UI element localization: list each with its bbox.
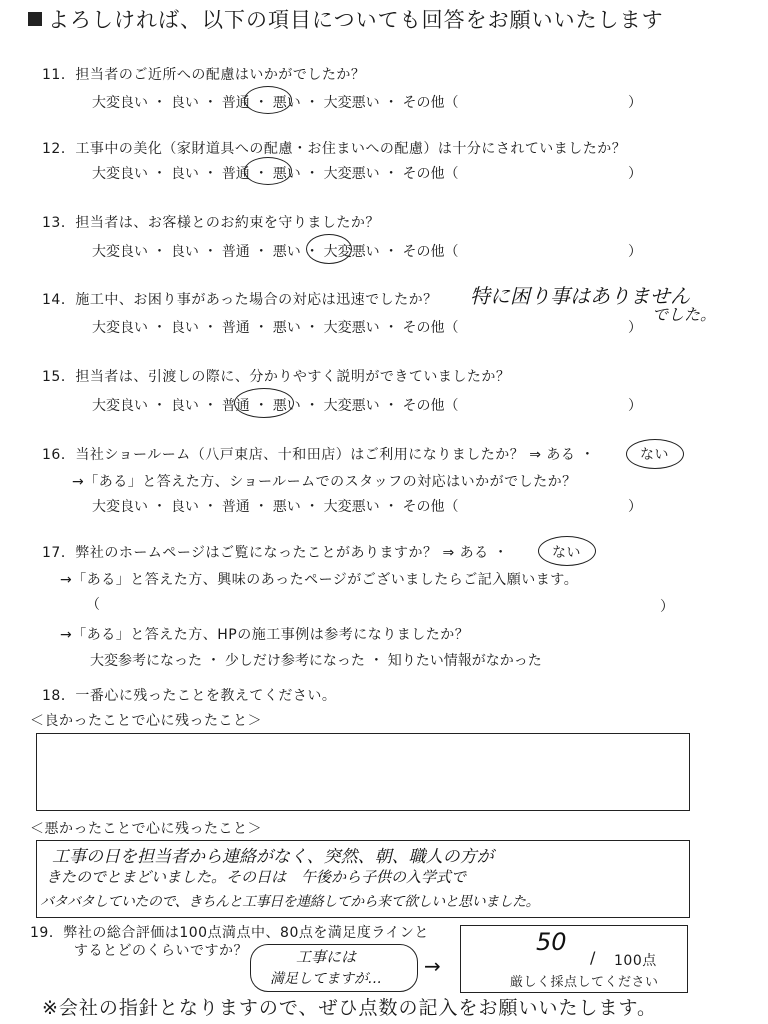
opt-very-bad[interactable]: 大変悪い — [323, 499, 380, 515]
opt-good[interactable]: 良い — [170, 244, 199, 260]
question-12: 12．工事中の美化（家財道具への配慮・お住まいへの配慮）は十分にされていましたか？ — [42, 141, 627, 157]
opt-very-good[interactable]: 大変良い — [92, 320, 148, 336]
bad-memory-label: ＜悪かったことで心に残ったこと＞ — [30, 821, 262, 837]
opt-good[interactable]: 良い — [170, 499, 199, 515]
q12-answer-circle — [244, 157, 292, 185]
opt-very-good[interactable]: 大変良い — [92, 166, 148, 182]
q12-options: 大変良い ・ 良い ・ 普通 ・ 悪い ・ 大変悪い ・ その他（ — [92, 166, 459, 182]
question-15: 15．担当者は、引渡しの際に、分かりやすく説明ができていましたか？ — [42, 369, 511, 385]
opt-very-good[interactable]: 大変良い — [92, 95, 148, 111]
opt-bad[interactable]: 悪い — [272, 95, 301, 111]
good-memory-label: ＜良かったことで心に残ったこと＞ — [30, 713, 262, 729]
header-text: よろしければ、以下の項目についても回答をお願いいたします — [48, 8, 664, 32]
opt-very-bad[interactable]: 大変悪い — [323, 398, 380, 414]
q11-close-paren: ） — [628, 95, 642, 111]
q16-answer-no[interactable]: ない — [640, 447, 669, 463]
question-11: 11．担当者のご近所への配慮はいかがでしたか？ — [42, 67, 366, 83]
q11-answer-circle — [244, 86, 292, 114]
arrow-right-icon: → — [424, 954, 441, 978]
question-13: 13．担当者は、お客様とのお約束を守りましたか？ — [42, 215, 380, 231]
q15-answer-circle — [234, 388, 294, 418]
q19-hand-note-1: 工事には — [296, 948, 357, 966]
opt-good[interactable]: 良い — [170, 398, 199, 414]
q14-options: 大変良い ・ 良い ・ 普通 ・ 悪い ・ 大変悪い ・ その他（ — [92, 320, 459, 336]
page-header — [28, 4, 664, 34]
bad-memory-line-2: きたのでとまどいました。その日は 午後から子供の入学式で — [46, 868, 467, 886]
good-memory-box[interactable] — [36, 733, 690, 811]
opt-normal[interactable]: 普通 — [221, 166, 250, 182]
opt-very-good[interactable]: 大変良い — [92, 398, 148, 414]
question-14: 14．施工中、お困り事があった場合の対応は迅速でしたか？ — [42, 292, 438, 308]
opt-normal[interactable]: 普通 — [221, 244, 250, 260]
opt-very-bad[interactable]: 大変悪い — [323, 320, 380, 336]
opt-good[interactable]: 良い — [170, 95, 199, 111]
opt-other[interactable]: その他（ — [402, 320, 459, 336]
q17-subquestion-2: →「ある」と答えた方、HPの施工事例は参考になりましたか？ — [60, 627, 470, 643]
opt-other[interactable]: その他（ — [402, 244, 459, 260]
q16-options: 大変良い ・ 良い ・ 普通 ・ 悪い ・ 大変悪い ・ その他（ — [92, 499, 459, 515]
opt-bad[interactable]: 悪い — [272, 244, 301, 260]
q14-close-paren: ） — [628, 320, 642, 336]
q13-close-paren: ） — [628, 244, 642, 260]
question-17: 17．弊社のホームページはご覧になったことがありますか？ ⇒ ある ・ — [42, 545, 509, 561]
opt-very-good[interactable]: 大変良い — [92, 244, 148, 260]
q16-close-paren: ） — [628, 499, 642, 515]
q17-subquestion-1: →「ある」と答えた方、興味のあったページがございましたらご記入願います。 — [60, 572, 579, 588]
opt-very-bad[interactable]: 大変悪い — [323, 166, 380, 182]
opt-very-bad[interactable]: 大変悪い — [323, 95, 380, 111]
score-value: 50 — [536, 928, 567, 956]
question-19-line-1: 19．弊社の総合評価は100点満点中、80点を満足度ラインと — [30, 925, 429, 941]
q15-options: 大変良い ・ 良い ・ 普通 ・ 悪い ・ 大変悪い ・ その他（ — [92, 398, 459, 414]
opt-very-bad[interactable]: 大変悪い — [323, 244, 380, 260]
opt-normal[interactable]: 普通 — [221, 95, 250, 111]
square-bullet-icon — [28, 12, 42, 26]
opt-bad[interactable]: 悪い — [272, 499, 301, 515]
q12-close-paren: ） — [628, 166, 642, 182]
opt-good[interactable]: 良い — [170, 320, 199, 336]
opt-bad[interactable]: 悪い — [272, 398, 301, 414]
q16-answer-circle — [626, 439, 684, 469]
q17-options[interactable]: 大変参考になった ・ 少しだけ参考になった ・ 知りたい情報がなかった — [90, 653, 542, 669]
opt-other[interactable]: その他（ — [402, 166, 459, 182]
opt-very-good[interactable]: 大変良い — [92, 499, 148, 515]
opt-other[interactable]: その他（ — [402, 398, 459, 414]
q16-subquestion: →「ある」と答えた方、ショールームでのスタッフの対応はいかがでしたか？ — [72, 474, 577, 490]
score-note: 厳しく採点してください — [510, 975, 659, 990]
q15-close-paren: ） — [628, 398, 642, 414]
opt-other[interactable]: その他（ — [402, 95, 459, 111]
opt-good[interactable]: 良い — [170, 166, 199, 182]
question-18: 18．一番心に残ったことを教えてください。 — [42, 688, 337, 704]
question-19-line-2: するとどのくらいですか？ — [74, 943, 248, 959]
opt-other[interactable]: その他（ — [402, 499, 459, 515]
bad-memory-line-3: バタバタしていたので、きちんと工事日を連絡してから来て欲しいと思いました。 — [40, 894, 540, 910]
footer-note: ※会社の指針となりますので、ぜひ点数の記入をお願いいたします。 — [42, 997, 658, 1019]
q13-options: 大変良い ・ 良い ・ 普通 ・ 悪い ・ 大変悪い ・ その他（ — [92, 244, 459, 260]
q14-handwritten-comment: 特に困り事はありません — [470, 284, 690, 308]
opt-normal[interactable]: 普通 — [221, 320, 250, 336]
q19-hand-note-2: 満足してますが… — [270, 971, 382, 987]
opt-bad[interactable]: 悪い — [272, 320, 301, 336]
q17-paren-close: ） — [660, 599, 675, 615]
q17-answer-no[interactable]: ない — [552, 545, 581, 561]
opt-normal[interactable]: 普通 — [221, 499, 250, 515]
score-max: 100点 — [614, 953, 657, 969]
opt-bad[interactable]: 悪い — [272, 166, 301, 182]
score-slash: / — [590, 948, 596, 967]
opt-normal[interactable]: 普通 — [221, 398, 250, 414]
q17-paren-open: （ — [86, 597, 101, 613]
q13-answer-circle — [306, 234, 352, 264]
bad-memory-line-1: 工事の日を担当者から連絡がなく、突然、朝、職人の方が — [52, 847, 494, 867]
q11-options: 大変良い ・ 良い ・ 普通 ・ 悪い ・ 大変悪い ・ その他（ — [92, 95, 459, 111]
question-16: 16．当社ショールーム（八戸東店、十和田店）はご利用になりましたか？ ⇒ ある ・ — [42, 447, 595, 463]
q17-answer-circle — [538, 536, 596, 566]
q14-handwritten-comment-end: でした。 — [652, 305, 717, 324]
